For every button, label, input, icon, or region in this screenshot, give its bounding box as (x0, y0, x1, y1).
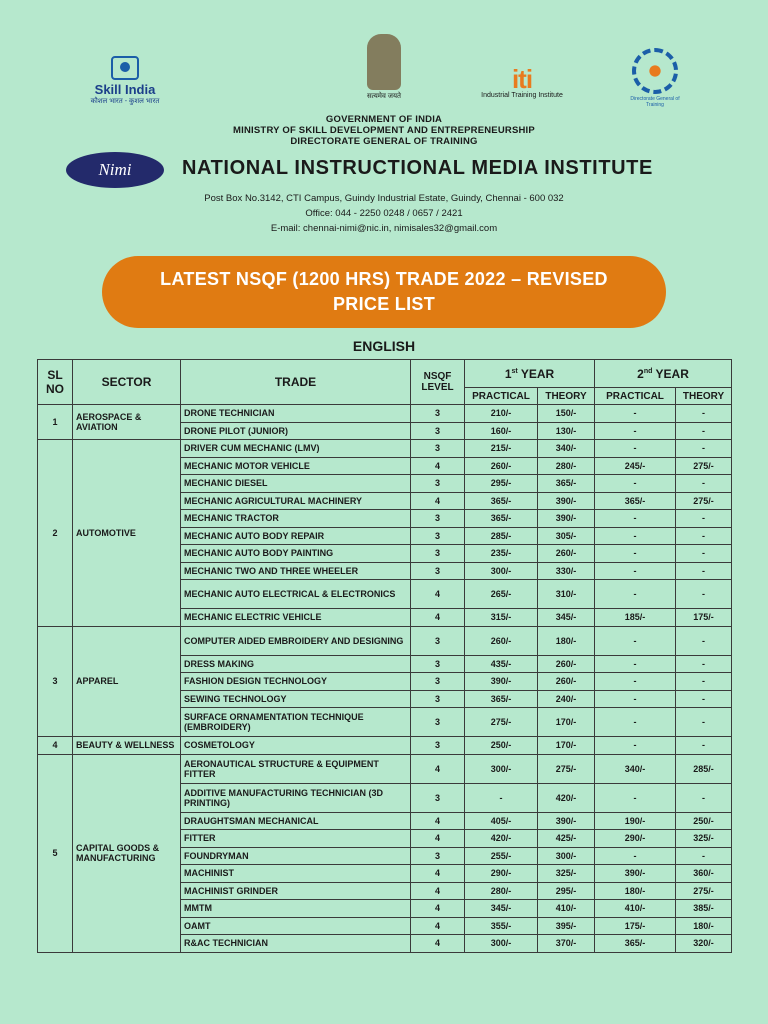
y1-theory-cell: 310/- (538, 580, 595, 609)
nsqf-level-cell: 4 (411, 812, 465, 830)
nsqf-level-cell: 3 (411, 673, 465, 691)
y1-practical-cell: 280/- (465, 882, 538, 900)
y2-practical-cell: - (595, 737, 676, 755)
y2-theory-cell: - (676, 562, 732, 580)
office-phone: Office: 044 - 2250 0248 / 0657 / 2421 (305, 208, 463, 219)
y2-theory-cell: - (676, 440, 732, 458)
y2-theory-cell: - (676, 655, 732, 673)
trade-cell: MECHANIC AUTO BODY PAINTING (181, 545, 411, 563)
iti-mark: iti (511, 64, 533, 94)
trade-cell: DRAUGHTSMAN MECHANICAL (181, 812, 411, 830)
y2-practical-cell: 410/- (595, 900, 676, 918)
nsqf-level-cell: 3 (411, 690, 465, 708)
nsqf-level-cell: 4 (411, 492, 465, 510)
skill-india-name: Skill India (94, 82, 156, 97)
price-list-banner (102, 256, 666, 328)
trade-cell: MECHANIC TRACTOR (181, 510, 411, 528)
nimi-logo: Nimi (66, 152, 164, 188)
institute-row (66, 152, 726, 188)
banner-line-2: PRICE LIST (332, 294, 435, 314)
y1-theory-cell: 345/- (538, 609, 595, 627)
nsqf-level-cell: 3 (411, 655, 465, 673)
y1-theory-cell: 275/- (538, 754, 595, 783)
national-emblem-logo (360, 34, 408, 101)
y1-theory-cell: 390/- (538, 492, 595, 510)
nsqf-level-cell: 3 (411, 626, 465, 655)
y1-theory-cell: 260/- (538, 545, 595, 563)
sl-no-cell: 5 (38, 754, 73, 952)
y1-theory-cell: 170/- (538, 737, 595, 755)
col-trade: TRADE (181, 360, 411, 405)
col-y1-practical: PRACTICAL (465, 388, 538, 405)
nsqf-level-cell: 4 (411, 882, 465, 900)
y2-practical-cell: - (595, 847, 676, 865)
y2-theory-cell: - (676, 527, 732, 545)
y2-theory-cell: - (676, 510, 732, 528)
y2-practical-cell: 365/- (595, 935, 676, 953)
y2-practical-cell: - (595, 475, 676, 493)
y1-theory-cell: 340/- (538, 440, 595, 458)
first-year-sup: st (511, 367, 518, 375)
y1-practical-cell: 435/- (465, 655, 538, 673)
table-row (38, 626, 732, 655)
y2-theory-cell: 275/- (676, 457, 732, 475)
trade-cell: DRESS MAKING (181, 655, 411, 673)
col-sl-no: SL NO (38, 360, 73, 405)
second-year-num: 2 (637, 366, 644, 381)
sector-cell: CAPITAL GOODS & MANUFACTURING (73, 754, 181, 952)
y2-theory-cell: 250/- (676, 812, 732, 830)
y2-theory-cell: - (676, 737, 732, 755)
trade-cell: COMPUTER AIDED EMBROIDERY AND DESIGNING (181, 626, 411, 655)
y1-theory-cell: 325/- (538, 865, 595, 883)
y2-practical-cell: - (595, 655, 676, 673)
trade-cell: FITTER (181, 830, 411, 848)
banner-line-1: LATEST NSQF (1200 HRS) TRADE 2022 – REVISED (160, 269, 608, 289)
y1-theory-cell: 305/- (538, 527, 595, 545)
col-y2-practical: PRACTICAL (595, 388, 676, 405)
y2-practical-cell: - (595, 440, 676, 458)
trade-cell: OAMT (181, 917, 411, 935)
trade-cell: MMTM (181, 900, 411, 918)
y1-theory-cell: 280/- (538, 457, 595, 475)
y1-theory-cell: 295/- (538, 882, 595, 900)
trade-cell: MACHINIST (181, 865, 411, 883)
nsqf-level-cell: 3 (411, 545, 465, 563)
y1-practical-cell: 260/- (465, 457, 538, 475)
y2-theory-cell: - (676, 690, 732, 708)
sector-cell: AUTOMOTIVE (73, 440, 181, 627)
y1-practical-cell: 235/- (465, 545, 538, 563)
col-y1-theory: THEORY (538, 388, 595, 405)
table-row (38, 754, 732, 783)
nsqf-level-cell: 3 (411, 527, 465, 545)
government-header (0, 114, 768, 147)
y2-practical-cell: - (595, 422, 676, 440)
y2-practical-cell: 245/- (595, 457, 676, 475)
first-year-word: YEAR (520, 366, 555, 381)
trade-cell: DRONE TECHNICIAN (181, 405, 411, 423)
y2-practical-cell: - (595, 405, 676, 423)
trade-cell: ADDITIVE MANUFACTURING TECHNICIAN (3D PRINTING) (181, 783, 411, 812)
nsqf-level-cell: 3 (411, 405, 465, 423)
y2-theory-cell: - (676, 708, 732, 737)
sl-no-cell: 4 (38, 737, 73, 755)
y1-theory-cell: 130/- (538, 422, 595, 440)
y2-theory-cell: 275/- (676, 492, 732, 510)
gov-line-2: MINISTRY OF SKILL DEVELOPMENT AND ENTREPRENEURSHIP (233, 125, 535, 136)
y2-practical-cell: - (595, 708, 676, 737)
y2-theory-cell: - (676, 545, 732, 563)
language-label: ENGLISH (352, 338, 416, 354)
nsqf-level-cell: 3 (411, 510, 465, 528)
y2-practical-cell: - (595, 673, 676, 691)
y2-practical-cell: 365/- (595, 492, 676, 510)
y2-practical-cell: - (595, 626, 676, 655)
y1-practical-cell: 355/- (465, 917, 538, 935)
y2-practical-cell: 390/- (595, 865, 676, 883)
nsqf-level-cell: 3 (411, 847, 465, 865)
y1-practical-cell: 250/- (465, 737, 538, 755)
y2-theory-cell: 360/- (676, 865, 732, 883)
sl-no-cell: 2 (38, 440, 73, 627)
trade-cell: MECHANIC MOTOR VEHICLE (181, 457, 411, 475)
dgt-logo (622, 48, 688, 108)
y2-practical-cell: - (595, 545, 676, 563)
nsqf-level-cell: 3 (411, 422, 465, 440)
iti-caption: Industrial Training Institute (481, 92, 563, 99)
y2-theory-cell: - (676, 783, 732, 812)
sl-no-cell: 1 (38, 405, 73, 440)
trade-cell: R&AC TECHNICIAN (181, 935, 411, 953)
trade-cell: AERONAUTICAL STRUCTURE & EQUIPMENT FITTER (181, 754, 411, 783)
skill-india-tagline: कौशल भारत - कुशल भारत (90, 98, 160, 105)
y1-theory-cell: 390/- (538, 510, 595, 528)
address-block (0, 191, 768, 236)
y2-practical-cell: - (595, 580, 676, 609)
col-sector: SECTOR (73, 360, 181, 405)
trade-cell: MECHANIC AUTO BODY REPAIR (181, 527, 411, 545)
y2-practical-cell: - (595, 510, 676, 528)
y1-theory-cell: 150/- (538, 405, 595, 423)
logo-strip (0, 34, 768, 112)
y1-practical-cell: 260/- (465, 626, 538, 655)
emblem-motto: सत्यमेव जयते (366, 93, 402, 100)
table-row (38, 737, 732, 755)
y1-practical-cell: 290/- (465, 865, 538, 883)
trade-cell: DRONE PILOT (JUNIOR) (181, 422, 411, 440)
y1-practical-cell: 295/- (465, 475, 538, 493)
y1-practical-cell: 265/- (465, 580, 538, 609)
nsqf-level-cell: 3 (411, 708, 465, 737)
second-year-sup: nd (643, 367, 653, 375)
nsqf-level-cell: 3 (411, 783, 465, 812)
y1-practical-cell: 275/- (465, 708, 538, 737)
col-y2-theory: THEORY (676, 388, 732, 405)
trade-cell: FOUNDRYMAN (181, 847, 411, 865)
trade-cell: SEWING TECHNOLOGY (181, 690, 411, 708)
y1-practical-cell: 345/- (465, 900, 538, 918)
nsqf-level-cell: 4 (411, 754, 465, 783)
trade-cell: MECHANIC DIESEL (181, 475, 411, 493)
y1-theory-cell: 410/- (538, 900, 595, 918)
sector-cell: BEAUTY & WELLNESS (73, 737, 181, 755)
y1-theory-cell: 390/- (538, 812, 595, 830)
y2-practical-cell: 175/- (595, 917, 676, 935)
y1-theory-cell: 425/- (538, 830, 595, 848)
y2-practical-cell: 290/- (595, 830, 676, 848)
trade-cell: DRIVER CUM MECHANIC (LMV) (181, 440, 411, 458)
skill-india-icon (111, 56, 139, 80)
y2-theory-cell: 325/- (676, 830, 732, 848)
y1-practical-cell: 160/- (465, 422, 538, 440)
trade-cell: FASHION DESIGN TECHNOLOGY (181, 673, 411, 691)
nsqf-level-cell: 3 (411, 562, 465, 580)
gov-line-3: DIRECTORATE GENERAL OF TRAINING (290, 136, 478, 147)
sector-cell: APPAREL (73, 626, 181, 737)
y2-theory-cell: 285/- (676, 754, 732, 783)
y1-practical-cell: 210/- (465, 405, 538, 423)
col-nsqf-level: NSQF LEVEL (411, 360, 465, 405)
y2-practical-cell: - (595, 690, 676, 708)
institute-title: NATIONAL INSTRUCTIONAL MEDIA INSTITUTE (182, 157, 653, 179)
iti-logo (472, 66, 572, 99)
y1-practical-cell: 405/- (465, 812, 538, 830)
nsqf-level-cell: 4 (411, 830, 465, 848)
y1-theory-cell: 420/- (538, 783, 595, 812)
y2-theory-cell: - (676, 626, 732, 655)
y1-practical-cell: 255/- (465, 847, 538, 865)
y1-practical-cell: 365/- (465, 510, 538, 528)
y1-practical-cell: 300/- (465, 562, 538, 580)
y1-theory-cell: 300/- (538, 847, 595, 865)
y2-practical-cell: - (595, 562, 676, 580)
y1-practical-cell: - (465, 783, 538, 812)
trade-cell: SURFACE ORNAMENTATION TECHNIQUE (EMBROIDERY) (181, 708, 411, 737)
gov-line-1: GOVERNMENT OF INDIA (325, 114, 443, 125)
trade-cell: MECHANIC TWO AND THREE WHEELER (181, 562, 411, 580)
nsqf-level-cell: 4 (411, 609, 465, 627)
second-year-word: YEAR (655, 366, 689, 381)
y2-theory-cell: - (676, 422, 732, 440)
y1-practical-cell: 300/- (465, 754, 538, 783)
sl-no-cell: 3 (38, 626, 73, 737)
y2-theory-cell: 385/- (676, 900, 732, 918)
y2-theory-cell: - (676, 475, 732, 493)
trade-cell: MACHINIST GRINDER (181, 882, 411, 900)
y1-theory-cell: 170/- (538, 708, 595, 737)
y1-practical-cell: 420/- (465, 830, 538, 848)
nsqf-level-cell: 4 (411, 457, 465, 475)
nsqf-level-cell: 4 (411, 917, 465, 935)
price-table (37, 359, 732, 953)
trade-cell: MECHANIC AUTO ELECTRICAL & ELECTRONICS (181, 580, 411, 609)
y2-theory-cell: 275/- (676, 882, 732, 900)
y1-practical-cell: 390/- (465, 673, 538, 691)
sector-cell: AEROSPACE & AVIATION (73, 405, 181, 440)
y2-theory-cell: - (676, 405, 732, 423)
y1-theory-cell: 240/- (538, 690, 595, 708)
trade-cell: MECHANIC ELECTRIC VEHICLE (181, 609, 411, 627)
col-second-year (595, 360, 732, 388)
price-table-body (38, 405, 732, 953)
nsqf-level-cell: 4 (411, 865, 465, 883)
skill-india-logo (80, 56, 170, 106)
y2-theory-cell: - (676, 673, 732, 691)
nsqf-level-cell: 4 (411, 900, 465, 918)
y2-practical-cell: 340/- (595, 754, 676, 783)
y2-theory-cell: - (676, 847, 732, 865)
y1-theory-cell: 365/- (538, 475, 595, 493)
dgt-caption: Directorate General of Training (630, 96, 680, 108)
y1-theory-cell: 370/- (538, 935, 595, 953)
nsqf-level-cell: 4 (411, 580, 465, 609)
y1-practical-cell: 365/- (465, 492, 538, 510)
address-line: Post Box No.3142, CTI Campus, Guindy Industrial Estate, Guindy, Chennai - 600 032 (204, 193, 564, 204)
col-first-year (465, 360, 595, 388)
y2-practical-cell: 180/- (595, 882, 676, 900)
y1-practical-cell: 300/- (465, 935, 538, 953)
trade-cell: COSMETOLOGY (181, 737, 411, 755)
nsqf-level-cell: 3 (411, 475, 465, 493)
email-line: E-mail: chennai-nimi@nic.in, nimisales32@gmail.com (270, 223, 498, 234)
y1-practical-cell: 285/- (465, 527, 538, 545)
table-row (38, 440, 732, 458)
y2-theory-cell: - (676, 580, 732, 609)
dgt-gear-icon (632, 48, 678, 94)
y2-theory-cell: 320/- (676, 935, 732, 953)
y1-practical-cell: 215/- (465, 440, 538, 458)
y1-practical-cell: 315/- (465, 609, 538, 627)
y1-theory-cell: 260/- (538, 673, 595, 691)
y1-theory-cell: 330/- (538, 562, 595, 580)
first-year-num: 1 (504, 366, 512, 381)
y1-theory-cell: 180/- (538, 626, 595, 655)
trade-cell: MECHANIC AGRICULTURAL MACHINERY (181, 492, 411, 510)
y2-practical-cell: - (595, 783, 676, 812)
y2-theory-cell: 180/- (676, 917, 732, 935)
y2-practical-cell: - (595, 527, 676, 545)
y1-practical-cell: 365/- (465, 690, 538, 708)
y1-theory-cell: 395/- (538, 917, 595, 935)
lion-capital-icon (367, 34, 401, 90)
nsqf-level-cell: 3 (411, 737, 465, 755)
table-row (38, 405, 732, 423)
y2-theory-cell: 175/- (676, 609, 732, 627)
nsqf-level-cell: 4 (411, 935, 465, 953)
y1-theory-cell: 260/- (538, 655, 595, 673)
y2-practical-cell: 185/- (595, 609, 676, 627)
nsqf-level-cell: 3 (411, 440, 465, 458)
y2-practical-cell: 190/- (595, 812, 676, 830)
